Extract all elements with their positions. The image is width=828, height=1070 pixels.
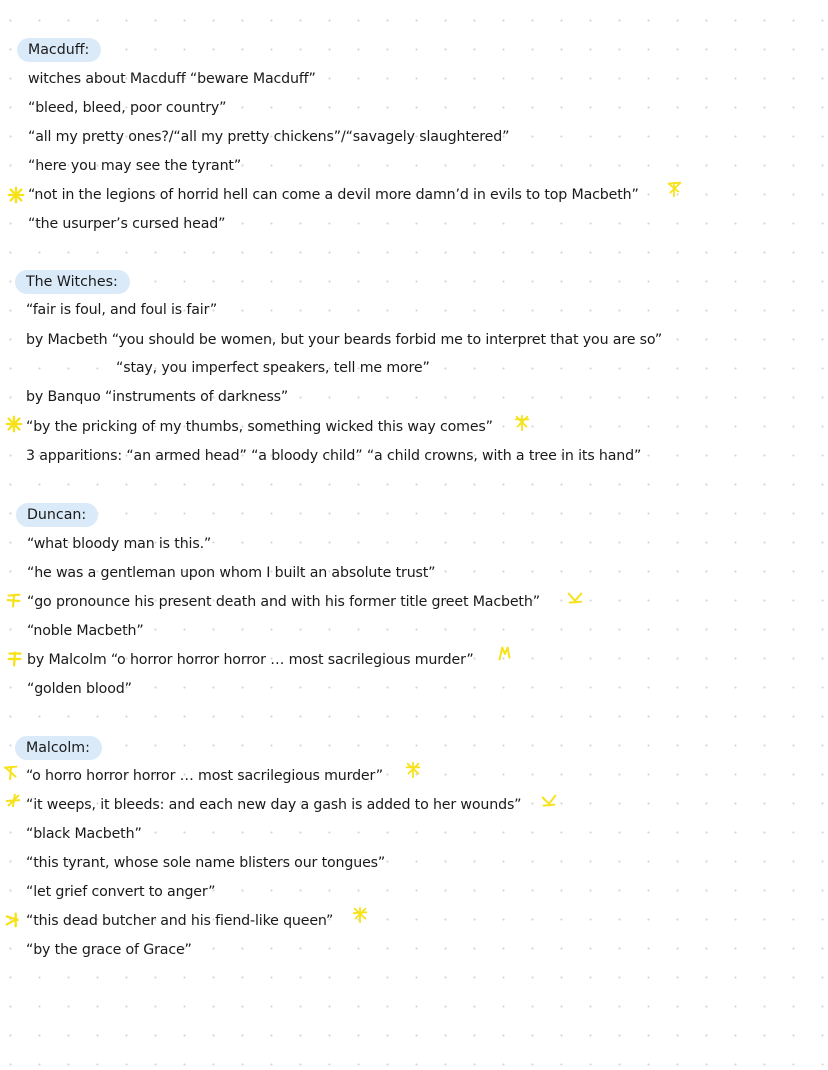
note-line-starred: “it weeps, it bleeds: and each new day a gash is added to her wounds” bbox=[26, 797, 522, 813]
star-icon bbox=[495, 645, 513, 663]
note-line: “all my pretty ones?/“all my pretty chickens”/“savagely slaughtered” bbox=[28, 129, 510, 145]
note-line-starred: “this dead butcher and his fiend-like queen” bbox=[26, 913, 334, 929]
star-icon bbox=[7, 186, 25, 204]
star-icon bbox=[6, 650, 24, 668]
note-line: “by the grace of Grace” bbox=[26, 942, 192, 958]
star-icon bbox=[351, 906, 369, 924]
note-line: “golden blood” bbox=[27, 681, 132, 697]
note-line: “what bloody man is this.” bbox=[27, 536, 212, 552]
note-line: “black Macbeth” bbox=[26, 826, 142, 842]
star-icon bbox=[5, 415, 23, 433]
section-header-the-witches: The Witches: bbox=[15, 270, 130, 294]
note-line: 3 apparitions: “an armed head” “a bloody child” “a child crowns, with a tree in its hand” bbox=[26, 448, 642, 464]
note-line: “fair is foul, and foul is fair” bbox=[26, 302, 218, 318]
note-line: “this tyrant, whose sole name blisters our tongues” bbox=[26, 855, 386, 871]
note-line: witches about Macduff “beware Macduff” bbox=[28, 71, 316, 87]
note-line-starred: “not in the legions of horrid hell can come a devil more damn’d in evils to top Macbeth” bbox=[28, 187, 639, 203]
star-icon bbox=[665, 180, 683, 198]
note-line: “bleed, bleed, poor country” bbox=[28, 100, 227, 116]
note-line: by Macbeth “you should be women, but your beards forbid me to interpret that you are so” bbox=[26, 332, 663, 348]
section-header-malcolm: Malcolm: bbox=[15, 736, 102, 760]
star-icon bbox=[566, 590, 584, 608]
star-icon bbox=[513, 414, 531, 432]
star-icon bbox=[5, 592, 23, 610]
note-line: by Banquo “instruments of darkness” bbox=[26, 389, 289, 405]
note-line-starred: “o horro horror horror … most sacrilegious murder” bbox=[26, 768, 383, 784]
note-line: “the usurper’s cursed head” bbox=[28, 216, 226, 232]
note-line: “let grief convert to anger” bbox=[26, 884, 216, 900]
section-header-duncan: Duncan: bbox=[16, 503, 98, 527]
note-line-starred: “go pronounce his present death and with his former title greet Macbeth” bbox=[27, 594, 540, 610]
note-line: “noble Macbeth” bbox=[27, 623, 144, 639]
star-icon bbox=[540, 793, 558, 811]
note-line-starred: “by the pricking of my thumbs, something wicked this way comes” bbox=[26, 419, 493, 435]
star-icon bbox=[404, 761, 422, 779]
star-icon bbox=[4, 792, 22, 810]
note-line: “he was a gentleman upon whom I built an absolute trust” bbox=[27, 565, 436, 581]
note-line: “here you may see the tyrant” bbox=[28, 158, 242, 174]
section-header-macduff: Macduff: bbox=[17, 38, 101, 62]
star-icon bbox=[2, 764, 20, 782]
note-line-indented: “stay, you imperfect speakers, tell me more” bbox=[116, 360, 430, 376]
star-icon bbox=[4, 911, 22, 929]
note-line-starred: by Malcolm “o horror horror horror … most sacrilegious murder” bbox=[27, 652, 474, 668]
